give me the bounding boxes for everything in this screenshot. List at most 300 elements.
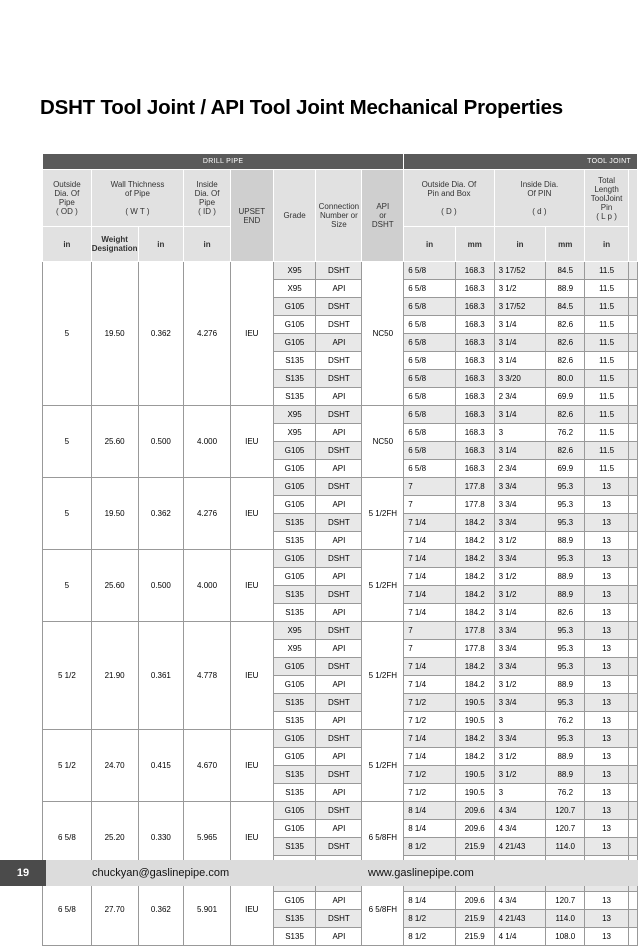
header-od: Outside Dia. Of Pipe ( OD ) (43, 170, 92, 227)
cell-grade: S135 (273, 910, 316, 928)
cell-tj-od-mm: 168.3 (455, 316, 494, 334)
cell-cut-column (629, 892, 638, 910)
cell-grade: X95 (273, 280, 316, 298)
cell-cut-column (629, 262, 638, 280)
cell-weight: 27.70 (91, 874, 138, 946)
page-title: DSHT Tool Joint / API Tool Joint Mechanical Properties (40, 96, 564, 119)
cell-length-in: 13 (585, 730, 629, 748)
cell-tj-id-in: 3 1/4 (494, 352, 546, 370)
cell-cut-column (629, 766, 638, 784)
cell-weight: 21.90 (91, 622, 138, 730)
cell-upset-end: IEU (230, 730, 273, 802)
cell-api-dsht: DSHT (316, 802, 362, 820)
cell-tj-od-in: 7 1/4 (404, 658, 456, 676)
cell-api-dsht: API (316, 712, 362, 730)
cell-grade: S135 (273, 532, 316, 550)
cell-tj-od-mm: 184.2 (455, 676, 494, 694)
cell-cut-column (629, 802, 638, 820)
cell-tj-od-in: 7 1/4 (404, 532, 456, 550)
cell-tj-od-mm: 215.9 (455, 838, 494, 856)
cell-wall-thickness: 0.362 (138, 874, 184, 946)
cell-tj-id-in: 3 (494, 424, 546, 442)
cell-cut-column (629, 784, 638, 802)
cell-tj-id-mm: 82.6 (546, 604, 585, 622)
cell-api-dsht: DSHT (316, 550, 362, 568)
cell-tj-od-in: 7 (404, 478, 456, 496)
cell-tj-id-mm: 120.7 (546, 892, 585, 910)
cell-tj-od-in: 8 1/4 (404, 820, 456, 838)
cell-length-in: 11.5 (585, 298, 629, 316)
cell-api-dsht: DSHT (316, 658, 362, 676)
cell-connection: 6 5/8FH (362, 802, 404, 874)
cell-tj-id-in: 3 3/4 (494, 640, 546, 658)
cell-tj-id-mm: 95.3 (546, 496, 585, 514)
table-row (43, 406, 638, 424)
cell-tj-od-in: 7 (404, 622, 456, 640)
cell-tj-id-mm: 114.0 (546, 838, 585, 856)
cell-tj-od-in: 6 5/8 (404, 442, 456, 460)
cell-grade: S135 (273, 388, 316, 406)
cell-length-in: 13 (585, 802, 629, 820)
cell-upset-end: IEU (230, 406, 273, 478)
cell-cut-column (629, 586, 638, 604)
section-tool-joint: TOOL JOINT (404, 154, 638, 170)
cell-grade: G105 (273, 748, 316, 766)
cell-tj-id-in: 3 3/4 (494, 730, 546, 748)
header-tj-inside-dia: Inside Dia. Of PIN ( d ) (494, 170, 585, 227)
cell-api-dsht: API (316, 928, 362, 946)
cell-tj-id-mm: 95.3 (546, 658, 585, 676)
cell-cut-column (629, 838, 638, 856)
cell-tj-od-mm: 168.3 (455, 424, 494, 442)
cell-tj-od-mm: 184.2 (455, 532, 494, 550)
cell-tj-id-mm: 82.6 (546, 334, 585, 352)
cell-tj-od-in: 7 1/4 (404, 550, 456, 568)
cell-length-in: 11.5 (585, 388, 629, 406)
cell-api-dsht: DSHT (316, 622, 362, 640)
cell-weight: 25.60 (91, 550, 138, 622)
cell-tj-id-mm: 80.0 (546, 370, 585, 388)
cell-cut-column (629, 730, 638, 748)
cell-tj-id-mm: 76.2 (546, 424, 585, 442)
cell-wall-thickness: 0.330 (138, 802, 184, 874)
cell-grade: G105 (273, 334, 316, 352)
cell-tj-id-in: 3 1/2 (494, 676, 546, 694)
cell-tj-id-mm: 82.6 (546, 442, 585, 460)
unit-tj-id-in: in (494, 227, 546, 262)
cell-tj-od-in: 8 1/4 (404, 802, 456, 820)
cell-tj-id-in: 3 1/4 (494, 442, 546, 460)
cell-tj-id-mm: 95.3 (546, 622, 585, 640)
unit-od-in: in (43, 227, 92, 262)
cell-tj-od-mm: 184.2 (455, 514, 494, 532)
cell-wall-thickness: 0.362 (138, 262, 184, 406)
cell-length-in: 13 (585, 712, 629, 730)
cell-tj-od-mm: 177.8 (455, 640, 494, 658)
cell-tj-od-in: 6 5/8 (404, 280, 456, 298)
cell-cut-column (629, 694, 638, 712)
header-api-dsht: API or DSHT (362, 170, 404, 262)
cell-wall-thickness: 0.500 (138, 406, 184, 478)
unit-id-in: in (184, 227, 231, 262)
cell-api-dsht: API (316, 388, 362, 406)
cell-grade: G105 (273, 730, 316, 748)
cell-tj-id-mm: 95.3 (546, 640, 585, 658)
cell-length-in: 13 (585, 748, 629, 766)
cell-tj-id-in: 2 3/4 (494, 388, 546, 406)
cell-od: 5 (43, 262, 92, 406)
cell-tj-od-in: 7 (404, 640, 456, 658)
cell-tj-id-in: 3 3/4 (494, 496, 546, 514)
cell-length-in: 11.5 (585, 406, 629, 424)
cell-tj-id-in: 3 17/52 (494, 298, 546, 316)
cell-tj-od-in: 8 1/2 (404, 928, 456, 946)
cell-tj-id-mm: 120.7 (546, 820, 585, 838)
cell-weight: 19.50 (91, 478, 138, 550)
cell-tj-od-in: 7 1/4 (404, 514, 456, 532)
cell-api-dsht: API (316, 892, 362, 910)
cell-tj-id-mm: 88.9 (546, 532, 585, 550)
header-inside-dia: Inside Dia. Of Pipe ( ID ) (184, 170, 231, 227)
cell-tj-id-in: 4 3/4 (494, 892, 546, 910)
cell-tj-od-in: 6 5/8 (404, 460, 456, 478)
cell-tj-id-in: 4 21/43 (494, 838, 546, 856)
cell-api-dsht: API (316, 460, 362, 478)
cell-api-dsht: API (316, 280, 362, 298)
cell-tj-id-mm: 88.9 (546, 280, 585, 298)
cell-tj-id-in: 2 3/4 (494, 460, 546, 478)
cell-tj-id-in: 3 1/2 (494, 568, 546, 586)
cell-tj-od-in: 6 5/8 (404, 424, 456, 442)
cell-connection: NC50 (362, 406, 404, 478)
cell-grade: G105 (273, 496, 316, 514)
cell-tj-id-in: 3 1/2 (494, 280, 546, 298)
unit-wt-in: in (138, 227, 184, 262)
cell-tj-od-in: 7 1/2 (404, 712, 456, 730)
table-row (43, 730, 638, 748)
cell-grade: S135 (273, 766, 316, 784)
cell-tj-od-mm: 190.5 (455, 712, 494, 730)
cell-api-dsht: API (316, 784, 362, 802)
cell-tj-od-in: 7 1/4 (404, 568, 456, 586)
cell-weight: 25.60 (91, 406, 138, 478)
cell-tj-id-mm: 88.9 (546, 766, 585, 784)
cell-tj-od-mm: 168.3 (455, 460, 494, 478)
cell-grade: G105 (273, 298, 316, 316)
cell-tj-od-mm: 190.5 (455, 784, 494, 802)
cell-grade: X95 (273, 424, 316, 442)
cell-tj-od-mm: 177.8 (455, 496, 494, 514)
cell-length-in: 13 (585, 820, 629, 838)
cell-tj-id-in: 3 1/2 (494, 748, 546, 766)
cell-length-in: 11.5 (585, 352, 629, 370)
cell-weight: 25.20 (91, 802, 138, 874)
cell-tj-id-mm: 82.6 (546, 406, 585, 424)
footer-email: chuckyan@gaslinepipe.com (92, 867, 230, 879)
cell-length-in: 13 (585, 586, 629, 604)
cell-cut-column (629, 532, 638, 550)
cell-cut-column (629, 442, 638, 460)
cell-grade: G105 (273, 442, 316, 460)
cell-tj-od-mm: 184.2 (455, 604, 494, 622)
cell-api-dsht: API (316, 334, 362, 352)
cell-length-in: 13 (585, 604, 629, 622)
cell-inside-dia: 5.901 (184, 874, 231, 946)
cell-tj-od-mm: 168.3 (455, 388, 494, 406)
cell-tj-od-in: 8 1/2 (404, 838, 456, 856)
cell-api-dsht: API (316, 748, 362, 766)
cell-tj-od-in: 8 1/2 (404, 910, 456, 928)
cell-od: 5 (43, 550, 92, 622)
cell-tj-od-in: 7 1/2 (404, 784, 456, 802)
section-drill-pipe: DRILL PIPE (43, 154, 404, 170)
cell-cut-column (629, 910, 638, 928)
cell-length-in: 13 (585, 532, 629, 550)
cell-od: 5 1/2 (43, 622, 92, 730)
cell-api-dsht: API (316, 604, 362, 622)
cell-api-dsht: DSHT (316, 370, 362, 388)
table-row (43, 802, 638, 820)
cell-length-in: 13 (585, 676, 629, 694)
cell-length-in: 13 (585, 838, 629, 856)
cell-upset-end: IEU (230, 262, 273, 406)
cell-length-in: 11.5 (585, 442, 629, 460)
footer-website: www.gaslinepipe.com (368, 867, 474, 879)
cell-api-dsht: API (316, 496, 362, 514)
cell-cut-column (629, 424, 638, 442)
cell-tj-od-in: 7 1/4 (404, 730, 456, 748)
cell-tj-od-in: 6 5/8 (404, 262, 456, 280)
cell-weight: 24.70 (91, 730, 138, 802)
cell-cut-column (629, 748, 638, 766)
cell-upset-end: IEU (230, 622, 273, 730)
cell-tj-od-mm: 190.5 (455, 766, 494, 784)
unit-tj-id-mm: mm (546, 227, 585, 262)
header-tj-outside-dia: Outside Dia. Of Pin and Box ( D ) (404, 170, 494, 227)
cell-tj-id-in: 4 1/4 (494, 928, 546, 946)
cell-tj-od-mm: 168.3 (455, 352, 494, 370)
cell-connection: 5 1/2FH (362, 730, 404, 802)
page-number: 19 (0, 860, 46, 886)
cell-cut-column (629, 820, 638, 838)
cell-length-in: 13 (585, 928, 629, 946)
cell-length-in: 11.5 (585, 280, 629, 298)
cell-length-in: 13 (585, 478, 629, 496)
cell-cut-column (629, 298, 638, 316)
cell-tj-od-in: 6 5/8 (404, 352, 456, 370)
table-row (43, 478, 638, 496)
cell-upset-end: IEU (230, 478, 273, 550)
cell-tj-od-in: 7 1/4 (404, 586, 456, 604)
cell-tj-id-mm: 84.5 (546, 262, 585, 280)
cell-cut-column (629, 460, 638, 478)
cell-api-dsht: DSHT (316, 838, 362, 856)
cell-tj-od-mm: 215.9 (455, 910, 494, 928)
cell-tj-od-mm: 184.2 (455, 730, 494, 748)
cell-cut-column (629, 928, 638, 946)
cell-tj-id-in: 3 17/52 (494, 262, 546, 280)
cell-inside-dia: 4.778 (184, 622, 231, 730)
cell-tj-id-mm: 82.6 (546, 316, 585, 334)
cell-cut-column (629, 514, 638, 532)
cell-tj-id-in: 3 (494, 712, 546, 730)
cell-tj-id-in: 3 1/4 (494, 334, 546, 352)
cell-cut-column (629, 316, 638, 334)
cell-api-dsht: DSHT (316, 478, 362, 496)
cell-tj-id-in: 4 21/43 (494, 910, 546, 928)
cell-tj-id-in: 3 (494, 784, 546, 802)
cell-grade: S135 (273, 604, 316, 622)
cell-cut-column (629, 352, 638, 370)
cell-tj-id-mm: 88.9 (546, 676, 585, 694)
cell-tj-od-mm: 184.2 (455, 568, 494, 586)
cell-tj-id-mm: 114.0 (546, 910, 585, 928)
cell-length-in: 13 (585, 496, 629, 514)
cell-grade: S135 (273, 514, 316, 532)
cell-grade: S135 (273, 838, 316, 856)
unit-tj-od-mm: mm (455, 227, 494, 262)
header-cut-column (629, 170, 638, 262)
cell-tj-od-mm: 209.6 (455, 892, 494, 910)
cell-upset-end: IEU (230, 550, 273, 622)
cell-grade: G105 (273, 820, 316, 838)
cell-tj-od-in: 6 5/8 (404, 334, 456, 352)
header-upset-end: UPSET END (230, 170, 273, 262)
cell-od: 5 1/2 (43, 730, 92, 802)
cell-tj-id-in: 4 3/4 (494, 820, 546, 838)
cell-tj-id-mm: 108.0 (546, 928, 585, 946)
cell-tj-od-in: 7 1/2 (404, 766, 456, 784)
cell-grade: S135 (273, 370, 316, 388)
cell-cut-column (629, 622, 638, 640)
cell-connection: 5 1/2FH (362, 622, 404, 730)
cell-tj-od-in: 7 1/2 (404, 694, 456, 712)
cell-tj-id-in: 3 1/2 (494, 586, 546, 604)
cell-api-dsht: DSHT (316, 352, 362, 370)
cell-connection: 6 5/8FH (362, 874, 404, 946)
cell-tj-od-in: 6 5/8 (404, 316, 456, 334)
cell-api-dsht: API (316, 820, 362, 838)
cell-cut-column (629, 370, 638, 388)
cell-inside-dia: 5.965 (184, 802, 231, 874)
cell-tj-id-in: 3 1/4 (494, 406, 546, 424)
cell-cut-column (629, 604, 638, 622)
table-row (43, 262, 638, 280)
cell-grade: X95 (273, 262, 316, 280)
cell-api-dsht: DSHT (316, 442, 362, 460)
cell-grade: X95 (273, 406, 316, 424)
cell-tj-od-mm: 168.3 (455, 280, 494, 298)
cell-cut-column (629, 478, 638, 496)
cell-api-dsht: DSHT (316, 514, 362, 532)
cell-tj-id-mm: 76.2 (546, 712, 585, 730)
cell-length-in: 13 (585, 910, 629, 928)
header-weight: Weight Designation (91, 227, 138, 262)
cell-cut-column (629, 640, 638, 658)
cell-tj-od-in: 6 5/8 (404, 298, 456, 316)
cell-api-dsht: API (316, 424, 362, 442)
cell-cut-column (629, 388, 638, 406)
cell-grade: S135 (273, 928, 316, 946)
table-row (43, 622, 638, 640)
header-total-length: Total Length ToolJoint Pin ( L p ) (585, 170, 629, 227)
cell-length-in: 13 (585, 694, 629, 712)
cell-tj-od-mm: 215.9 (455, 928, 494, 946)
cell-grade: G105 (273, 460, 316, 478)
cell-connection: 5 1/2FH (362, 478, 404, 550)
cell-tj-id-mm: 88.9 (546, 586, 585, 604)
cell-grade: G105 (273, 478, 316, 496)
cell-api-dsht: DSHT (316, 694, 362, 712)
cell-api-dsht: DSHT (316, 910, 362, 928)
cell-grade: G105 (273, 316, 316, 334)
cell-length-in: 13 (585, 784, 629, 802)
cell-length-in: 13 (585, 622, 629, 640)
cell-tj-id-mm: 76.2 (546, 784, 585, 802)
cell-length-in: 13 (585, 514, 629, 532)
cell-tj-id-in: 3 3/20 (494, 370, 546, 388)
cell-api-dsht: API (316, 676, 362, 694)
cell-length-in: 13 (585, 568, 629, 586)
table-row (43, 550, 638, 568)
cell-grade: X95 (273, 640, 316, 658)
cell-length-in: 11.5 (585, 370, 629, 388)
cell-tj-id-mm: 95.3 (546, 514, 585, 532)
cell-api-dsht: API (316, 532, 362, 550)
cell-wall-thickness: 0.362 (138, 478, 184, 550)
cell-inside-dia: 4.000 (184, 406, 231, 478)
cell-tj-id-mm: 95.3 (546, 694, 585, 712)
cell-connection: NC50 (362, 262, 404, 406)
tool-joint-table (42, 153, 638, 946)
cell-tj-od-mm: 209.6 (455, 820, 494, 838)
cell-length-in: 13 (585, 892, 629, 910)
cell-cut-column (629, 712, 638, 730)
cell-inside-dia: 4.000 (184, 550, 231, 622)
cell-od: 5 (43, 478, 92, 550)
cell-api-dsht: DSHT (316, 316, 362, 334)
cell-od: 6 5/8 (43, 874, 92, 946)
cell-tj-id-in: 3 3/4 (494, 550, 546, 568)
cell-grade: S135 (273, 784, 316, 802)
cell-api-dsht: DSHT (316, 298, 362, 316)
cell-api-dsht: DSHT (316, 766, 362, 784)
cell-tj-od-in: 6 5/8 (404, 370, 456, 388)
cell-grade: S135 (273, 586, 316, 604)
cell-tj-od-mm: 184.2 (455, 748, 494, 766)
cell-tj-od-mm: 168.3 (455, 298, 494, 316)
cell-tj-od-mm: 190.5 (455, 694, 494, 712)
cell-api-dsht: DSHT (316, 262, 362, 280)
cell-cut-column (629, 334, 638, 352)
cell-tj-id-mm: 69.9 (546, 460, 585, 478)
cell-api-dsht: DSHT (316, 406, 362, 424)
cell-tj-od-mm: 209.6 (455, 802, 494, 820)
cell-inside-dia: 4.276 (184, 478, 231, 550)
cell-tj-id-mm: 95.3 (546, 730, 585, 748)
cell-cut-column (629, 676, 638, 694)
cell-tj-od-in: 6 5/8 (404, 406, 456, 424)
cell-length-in: 11.5 (585, 262, 629, 280)
cell-tj-id-in: 4 3/4 (494, 802, 546, 820)
cell-grade: G105 (273, 802, 316, 820)
cell-api-dsht: API (316, 640, 362, 658)
cell-grade: G105 (273, 550, 316, 568)
cell-tj-id-mm: 95.3 (546, 478, 585, 496)
cell-inside-dia: 4.276 (184, 262, 231, 406)
cell-length-in: 11.5 (585, 460, 629, 478)
cell-tj-id-in: 3 3/4 (494, 694, 546, 712)
